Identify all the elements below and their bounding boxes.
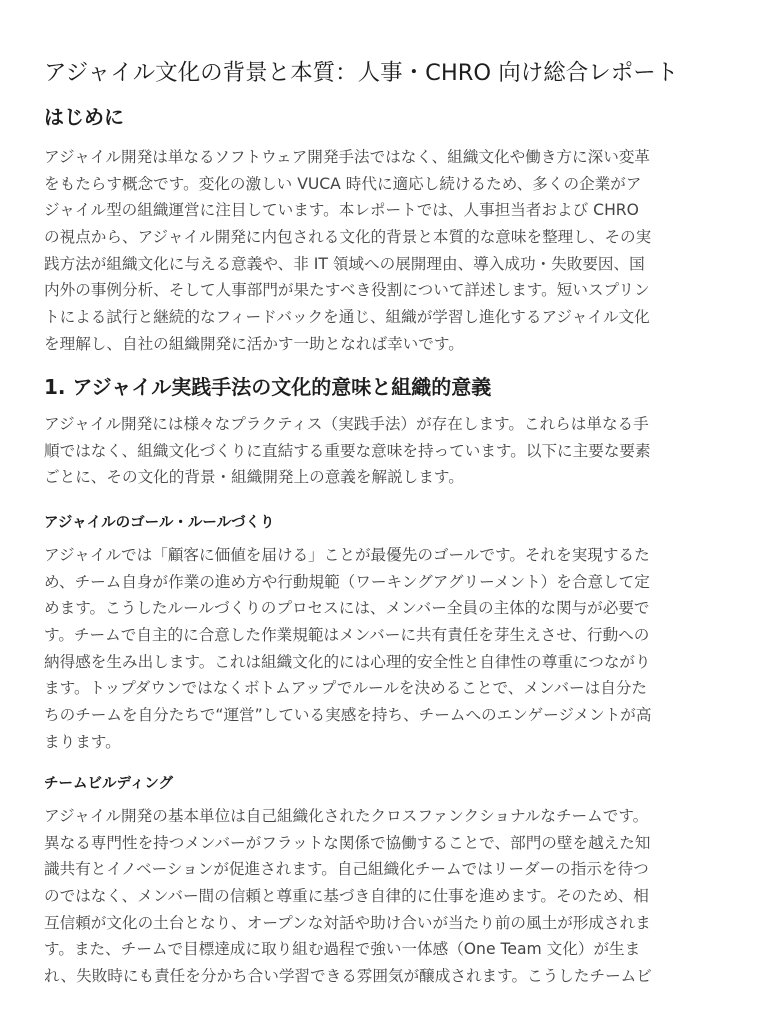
subsection-team-building-paragraph	[44, 803, 744, 990]
section-1-line: ごとに、その文化的背景・組織開発上の意義を解説します。	[44, 468, 464, 487]
intro-line: をもたらす概念です。変化の激しい VUCA 時代に適応し続けるため、多くの企業がア	[44, 174, 642, 193]
team-building-line: のではなく、メンバー間の信頼と尊重に基づき自律的に仕事を進めます。そのため、相	[44, 887, 649, 906]
goal-rules-line: めます。こうしたルールづくりのプロセスには、メンバー全員の主体的な関与が必要で	[44, 599, 650, 618]
team-building-line: す。また、チームで目標達成に取り組む過程で強い一体感（One Team 文化）が生ま	[44, 940, 641, 959]
goal-rules-line: め、チーム自身が作業の進め方や行動規範（ワーキングアグリーメント）を合意して定	[44, 572, 650, 591]
intro-line: トによる試行と継続的なフィードバックを通じ、組織が学習し進化するアジャイル文化	[44, 308, 650, 327]
intro-paragraph	[44, 144, 744, 358]
intro-line: を理解し、自社の組織開発に活かす一助となれば幸いです。	[44, 334, 464, 353]
goal-rules-line: アジャイルでは「顧客に価値を届ける」ことが最優先のゴールです。それを実現するた	[44, 546, 650, 564]
section-1-line: アジャイル開発には様々なプラクティス（実践手法）が存在します。これらは単なる手	[44, 415, 649, 433]
team-building-line: 異なる専門性を持つメンバーがフラットな関係で協働することで、部門の壁を越えた知	[44, 833, 651, 852]
intro-line: の視点から、アジャイル開発に内包される文化的背景と本質的な意味を整理し、その実	[44, 228, 652, 247]
subsection-team-building-heading: チームビルディング	[44, 776, 174, 792]
document-title: アジャイル文化の背景と本質：人事・CHRO 向け総合レポート	[44, 60, 679, 86]
team-building-line: 識共有とイノベーションが促進されます。自己組織化チームではリーダーの指示を待つ	[44, 860, 649, 879]
section-1-paragraph	[44, 411, 744, 491]
section-1-heading: 1. アジャイル実践手法の文化的意味と組織的意義	[44, 375, 492, 399]
goal-rules-line: まります。	[44, 732, 121, 751]
section-1-line: 順ではなく、組織文化づくりに直結する重要な意味を持っています。以下に主要な要素	[44, 441, 651, 460]
intro-line: 内外の事例分析、そして人事部門が果たすべき役割について詳述します。短いスプリン	[44, 281, 650, 300]
intro-line: アジャイル開発は単なるソフトウェア開発手法ではなく、組織文化や働き方に深い変革	[44, 148, 650, 166]
intro-heading: はじめに	[44, 105, 124, 129]
intro-line: 践方法が組織文化に与える意義や、非 IT 領域への展開理由、導入成功・失敗要因、国	[44, 254, 645, 273]
intro-line: ジャイル型の組織運営に注目しています。本レポートでは、人事担当者および CHRO	[44, 201, 639, 220]
subsection-goal-rules-heading: アジャイルのゴール・ルールづくり	[44, 515, 275, 531]
team-building-line: アジャイル開発の基本単位は自己組織化されたクロスファンクショナルなチームです。	[44, 807, 649, 825]
goal-rules-line: ます。トップダウンではなくボトムアップでルールを決めることで、メンバーは自分た	[44, 679, 648, 698]
team-building-line: 互信頼が文化の土台となり、オープンな対話や助け合いが当たり前の風土が形成されま	[44, 913, 651, 932]
goal-rules-line: す。チームで自主的に合意した作業規範はメンバーに共有責任を芽生えさせ、行動への	[44, 626, 650, 645]
subsection-goal-rules-paragraph	[44, 542, 744, 756]
goal-rules-line: 納得感を生み出します。これは組織文化的には心理的安全性と自律性の尊重につながり	[44, 652, 651, 671]
goal-rules-line: ちのチームを自分たちで“運営”している実感を持ち、チームへのエンゲージメントが高	[44, 706, 652, 725]
team-building-line: れ、失敗時にも責任を分かち合い学習できる雰囲気が醸成されます。こうしたチームビ	[44, 967, 652, 986]
